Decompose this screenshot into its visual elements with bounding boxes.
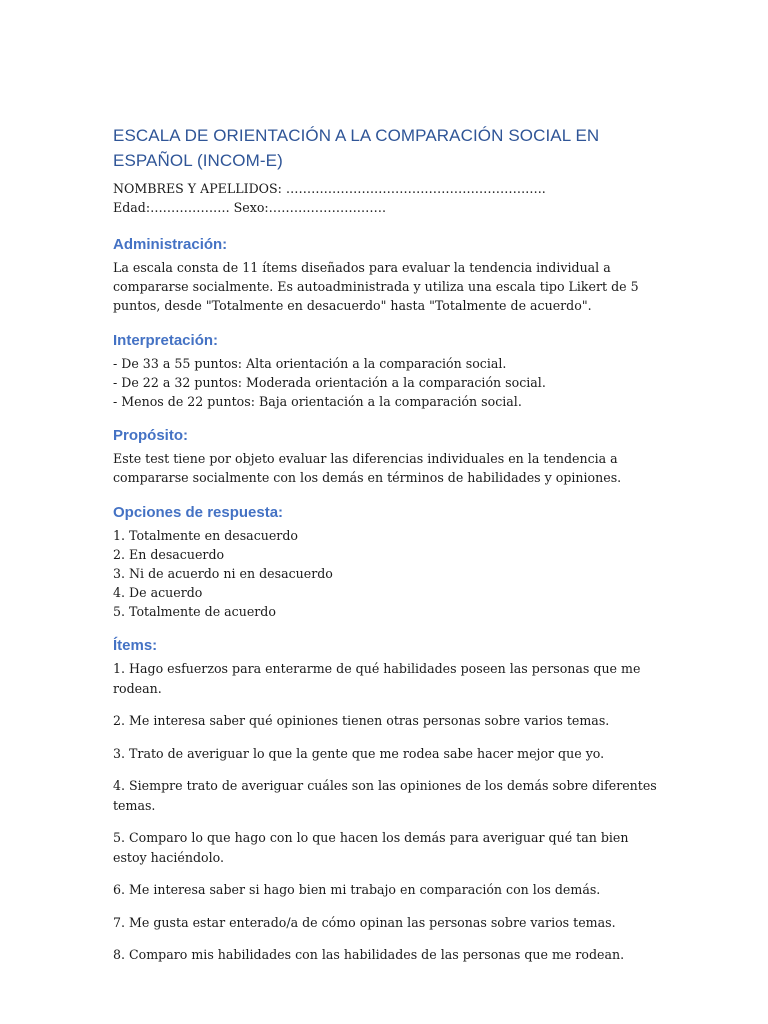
opciones-list (113, 526, 668, 621)
response-option: 2. En desacuerdo (113, 547, 225, 562)
scale-item: 2. Me interesa saber qué opiniones tienen otras personas sobre varios temas. (113, 713, 610, 728)
items-list (113, 659, 668, 965)
section-administracion (113, 235, 668, 315)
opciones-heading: Opciones de respuesta: (113, 504, 284, 521)
interpretacion-heading: Interpretación: (113, 332, 219, 349)
interpretacion-line: - Menos de 22 puntos: Baja orientación a la comparación social. (113, 394, 522, 409)
scale-item: 7. Me gusta estar enterado/a de cómo opinan las personas sobre varios temas. (113, 914, 616, 930)
proposito-text: Este test tiene por objeto evaluar las diferencias individuales en la tendencia a compararse socialmente con los demás en términos de habilidades y opiniones. (113, 451, 622, 485)
administracion-text: La escala consta de 11 ítems diseñados para evaluar la tendencia individual a compararse socialmente. Es autoadministrada y utiliza una escala tipo Likert de 5 puntos, desde "Totalmente en desacuerdo" hasta "Totalmente de acuerdo". (113, 260, 639, 313)
section-opciones (113, 503, 668, 621)
age-sex-field-line: Edad:………………. Sexo:………………………. (113, 200, 386, 215)
interpretacion-line: - De 33 a 55 puntos: Alta orientación a la comparación social. (113, 356, 507, 371)
response-option: 4. De acuerdo (113, 585, 203, 600)
interpretacion-list (113, 354, 668, 411)
scale-item: 4. Siempre trato de averiguar cuáles son las opiniones de los demás sobre diferentes temas. (113, 778, 657, 813)
scale-item: 5. Comparo lo que hago con lo que hacen los demás para averiguar qué tan bien estoy haciéndolo. (113, 830, 629, 865)
section-items (113, 636, 668, 965)
response-option: 1. Totalmente en desacuerdo (113, 528, 298, 543)
proposito-heading: Propósito: (113, 427, 188, 444)
response-option: 3. Ni de acuerdo ni en desacuerdo (113, 566, 333, 581)
name-field-line: NOMBRES Y APELLIDOS: …………………………………………………….. (113, 181, 546, 196)
interpretacion-line: - De 22 a 32 puntos: Moderada orientación a la comparación social. (113, 375, 546, 390)
administracion-heading: Administración: (113, 236, 228, 253)
response-option: 5. Totalmente de acuerdo (113, 604, 276, 619)
scale-item: 8. Comparo mis habilidades con las habilidades de las personas que me rodean. (113, 947, 625, 962)
items-heading: Ítems: (113, 637, 158, 654)
scale-item: 1. Hago esfuerzos para enterarme de qué habilidades poseen las personas que me rodean. (113, 661, 641, 696)
scale-item: 6. Me interesa saber si hago bien mi trabajo en comparación con los demás. (113, 882, 601, 897)
section-proposito (113, 426, 668, 487)
document-title: ESCALA DE ORIENTACIÓN A LA COMPARACIÓN SOCIAL EN ESPAÑOL (INCOM-E) (113, 126, 600, 170)
section-interpretacion (113, 331, 668, 411)
scale-item: 3. Trato de averiguar lo que la gente que me rodea sabe hacer mejor que yo. (113, 745, 605, 761)
